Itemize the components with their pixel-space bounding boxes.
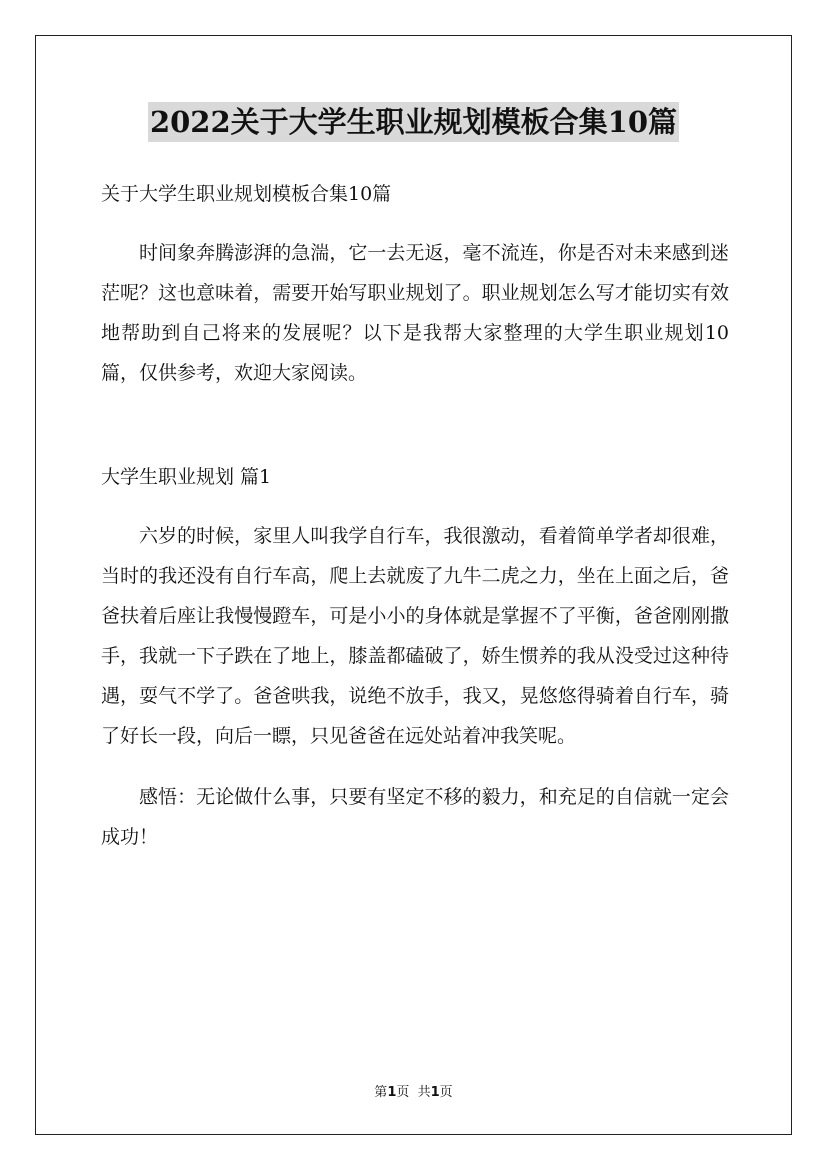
document-subtitle: 关于大学生职业规划模板合集10篇 — [101, 183, 392, 205]
insight-paragraph: 感悟：无论做什么事，只要有坚定不移的毅力，和充足的自信就一定会成功！ — [101, 786, 729, 848]
footer-page-total: 1 — [430, 1085, 440, 1100]
footer-page-suffix: 页 — [439, 1085, 453, 1100]
footer-page-current: 1 — [387, 1085, 397, 1100]
title-wrap — [0, 102, 827, 142]
footer-page-prefix: 第 — [374, 1085, 388, 1100]
footer-page-mid: 页 共 — [396, 1085, 431, 1100]
story-paragraph: 六岁的时候，家里人叫我学自行车，我很激动，看着简单学者却很难，当时的我还没有自行车高，爬上去就废了九牛二虎之力，坐在上面之后，爸爸扶着后座让我慢慢蹬车，可是小小的身体就是掌握不了平衡，爸爸刚刚撒手，我就一下子跌在了地上，膝盖都磕破了，娇生惯养的我从没受过这种待遇，耍气不学了。爸爸哄我，说绝不放手，我又，晃悠悠得骑着自行车，骑了好长一段，向后一瞟，只见爸爸在远处站着冲我笑呢。 — [101, 525, 729, 747]
page-footer — [0, 1084, 827, 1102]
intro-paragraph: 时间象奔腾澎湃的急湍，它一去无返，毫不流连，你是否对未来感到迷茫呢？这也意味着，需要开始写职业规划了。职业规划怎么写才能切实有效地帮助到自己将来的发展呢？以下是我帮大家整理的大学生职业规划10篇，仅供参考，欢迎大家阅读。 — [101, 242, 729, 384]
document-body — [101, 178, 729, 857]
document-title: 2022关于大学生职业规划模板合集10篇 — [148, 102, 679, 142]
section-heading: 大学生职业规划 篇1 — [101, 466, 272, 488]
